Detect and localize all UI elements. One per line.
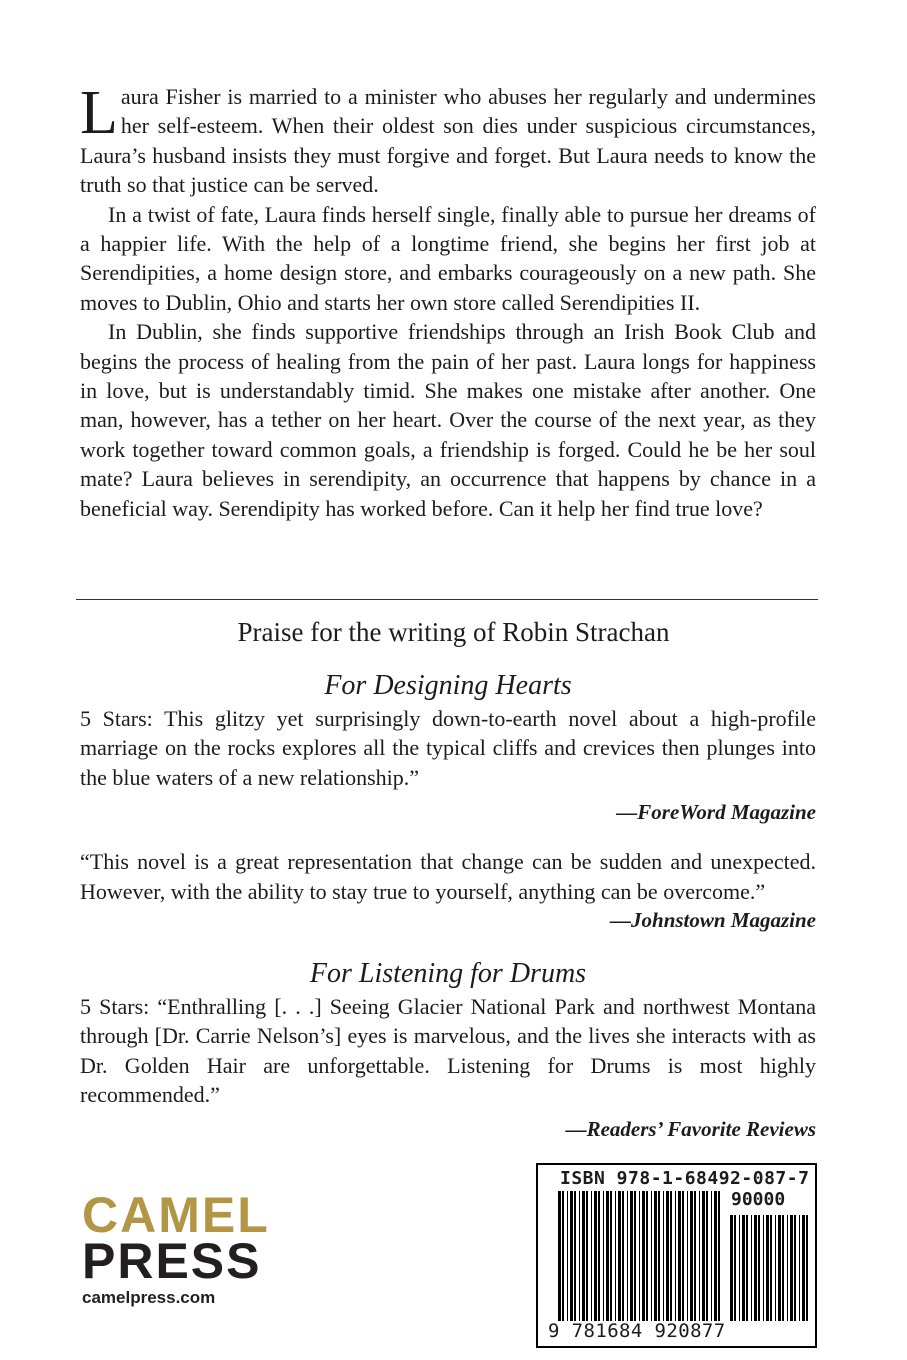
barcode-bar: [742, 1215, 745, 1321]
barcode-bar: [562, 1191, 564, 1321]
isbn-barcode: [536, 1163, 817, 1348]
barcode-bar: [618, 1191, 621, 1321]
barcode-bar: [558, 1191, 561, 1321]
barcode-bar: [730, 1215, 733, 1321]
barcode-bar: [794, 1215, 796, 1321]
barcode-bar: [567, 1191, 568, 1321]
barcode-bar: [799, 1215, 800, 1321]
logo-camel-text: CAMEL: [82, 1187, 270, 1243]
barcode-bar: [639, 1191, 640, 1321]
review-attribution: —Readers’ Favorite Reviews: [565, 1116, 816, 1141]
barcode-bar: [746, 1215, 748, 1321]
barcode-bar: [754, 1215, 757, 1321]
barcode-bar: [758, 1215, 760, 1321]
barcode-bar: [775, 1215, 776, 1321]
book-description: [80, 79, 816, 523]
barcode-bar: [751, 1215, 752, 1321]
description-paragraph-1: [80, 79, 816, 200]
review-quote: 5 Stars: This glitzy yet surprisingly down-to-earth novel about a high-profile marriage on the rocks explores all the typical cliffs and crevices then plunges into the blue waters of a new relationship.”: [80, 706, 816, 790]
description-paragraph-2: In a twist of fate, Laura finds herself single, finally able to pursue her dreams of a happier life. With the help of a longtime friend, she begins her first job at Serendipities, a home design store, and embarks courageously on a new path. She moves to Dublin, Ohio and starts her own store called Serendipities II.: [80, 201, 816, 315]
praise-heading: Praise for the writing of Robin Strachan: [237, 617, 670, 647]
barcode-bar: [651, 1191, 652, 1321]
barcode-bar: [739, 1215, 740, 1321]
barcode-bar: [787, 1215, 788, 1321]
review-section-designing-hearts: [80, 668, 816, 935]
barcode-bar: [699, 1191, 700, 1321]
barcode-bar: [622, 1191, 624, 1321]
barcode-bar: [570, 1191, 573, 1321]
section-divider: [76, 599, 818, 600]
barcode-bar: [630, 1191, 633, 1321]
barcode-bar: [634, 1191, 636, 1321]
barcode-bar: [646, 1191, 648, 1321]
paragraph-1-text: aura Fisher is married to a minister who abuses her regularly and undermines her self-esteem. When their oldest son dies under suspicious circumstances, Laura’s husband insists they must forgive and forget. But Laura needs to know the truth so that justice can be served.: [80, 84, 816, 198]
drop-cap: L: [80, 79, 118, 147]
ean-digits: 9 781684 920877: [548, 1320, 726, 1342]
price-code: 90000: [731, 1189, 786, 1210]
barcode-bar: [574, 1191, 576, 1321]
barcode-bar: [610, 1191, 612, 1321]
book-title-listening-for-drums: For Listening for Drums: [309, 958, 587, 989]
review-section-listening-for-drums: [80, 956, 816, 1144]
barcode-bar: [678, 1191, 681, 1321]
barcode-bar: [806, 1215, 808, 1321]
barcode-bar: [615, 1191, 616, 1321]
publisher-url: camelpress.com: [82, 1288, 216, 1307]
barcode-bar: [718, 1191, 720, 1321]
barcode-bar: [594, 1191, 597, 1321]
barcode-bar: [663, 1191, 664, 1321]
barcode-bar: [790, 1215, 793, 1321]
barcode-bars: [538, 1165, 815, 1346]
review-attribution: —Johnstown Magazine: [610, 908, 816, 933]
barcode-bar: [666, 1191, 669, 1321]
review-quote: “This novel is a great representation that change can be sudden and unexpected. However, with the ability to stay true to yourself, anything can be overcome.”: [80, 849, 816, 904]
barcode-bar: [579, 1191, 580, 1321]
barcode-bar: [598, 1191, 600, 1321]
publisher-logo: [82, 1187, 282, 1308]
barcode-bar: [763, 1215, 764, 1321]
barcode-bar: [770, 1215, 772, 1321]
barcode-bar: [606, 1191, 609, 1321]
barcode-bar: [658, 1191, 660, 1321]
barcode-bar: [603, 1191, 604, 1321]
barcode-bar: [687, 1191, 688, 1321]
barcode-bar: [802, 1215, 805, 1321]
review-quote: 5 Stars: “Enthralling [. . .] Seeing Glacier National Park and northwest Montana through [Dr. Carrie Nelson’s] eyes is marvelous, and the lives she interacts with as Dr. Golden Hair are unforgettable. Listening for Drums is most highly recommended.”: [80, 994, 816, 1108]
book-title-designing-hearts: For Designing Hearts: [324, 670, 572, 701]
description-paragraph-3: In Dublin, she finds supportive friendships through an Irish Book Club and begins the process of healing from the pain of her past. Laura longs for happiness in love, but is understandably timid. She makes one mistake after another. One man, however, has a tether on her heart. Over the course of the next year, as they work together toward common goals, a friendship is forged. Could he be her soul mate? Laura believes in serendipity, an occurrence that happens by chance in a beneficial way. Serendipity has worked before. Can it help her find true love?: [80, 319, 816, 521]
barcode-bar: [591, 1191, 592, 1321]
barcode-bar: [778, 1215, 781, 1321]
barcode-bar: [654, 1191, 657, 1321]
barcode-bar: [690, 1191, 693, 1321]
barcode-bar: [642, 1191, 645, 1321]
barcode-bar: [711, 1191, 712, 1321]
barcode-bar: [766, 1215, 769, 1321]
isbn-label: ISBN 978-1-68492-087-7: [560, 1168, 810, 1189]
barcode-bar: [682, 1191, 684, 1321]
barcode-bar: [782, 1215, 784, 1321]
barcode-bar: [702, 1191, 705, 1321]
barcode-bar: [582, 1191, 585, 1321]
barcode-bar: [586, 1191, 588, 1321]
logo-press-text: PRESS: [82, 1233, 262, 1289]
barcode-bar: [706, 1191, 708, 1321]
barcode-bar: [670, 1191, 672, 1321]
barcode-bar: [714, 1191, 717, 1321]
barcode-bar: [734, 1215, 736, 1321]
barcode-bar: [675, 1191, 676, 1321]
barcode-bar: [694, 1191, 696, 1321]
review-attribution: —ForeWord Magazine: [616, 800, 816, 825]
barcode-bar: [627, 1191, 628, 1321]
